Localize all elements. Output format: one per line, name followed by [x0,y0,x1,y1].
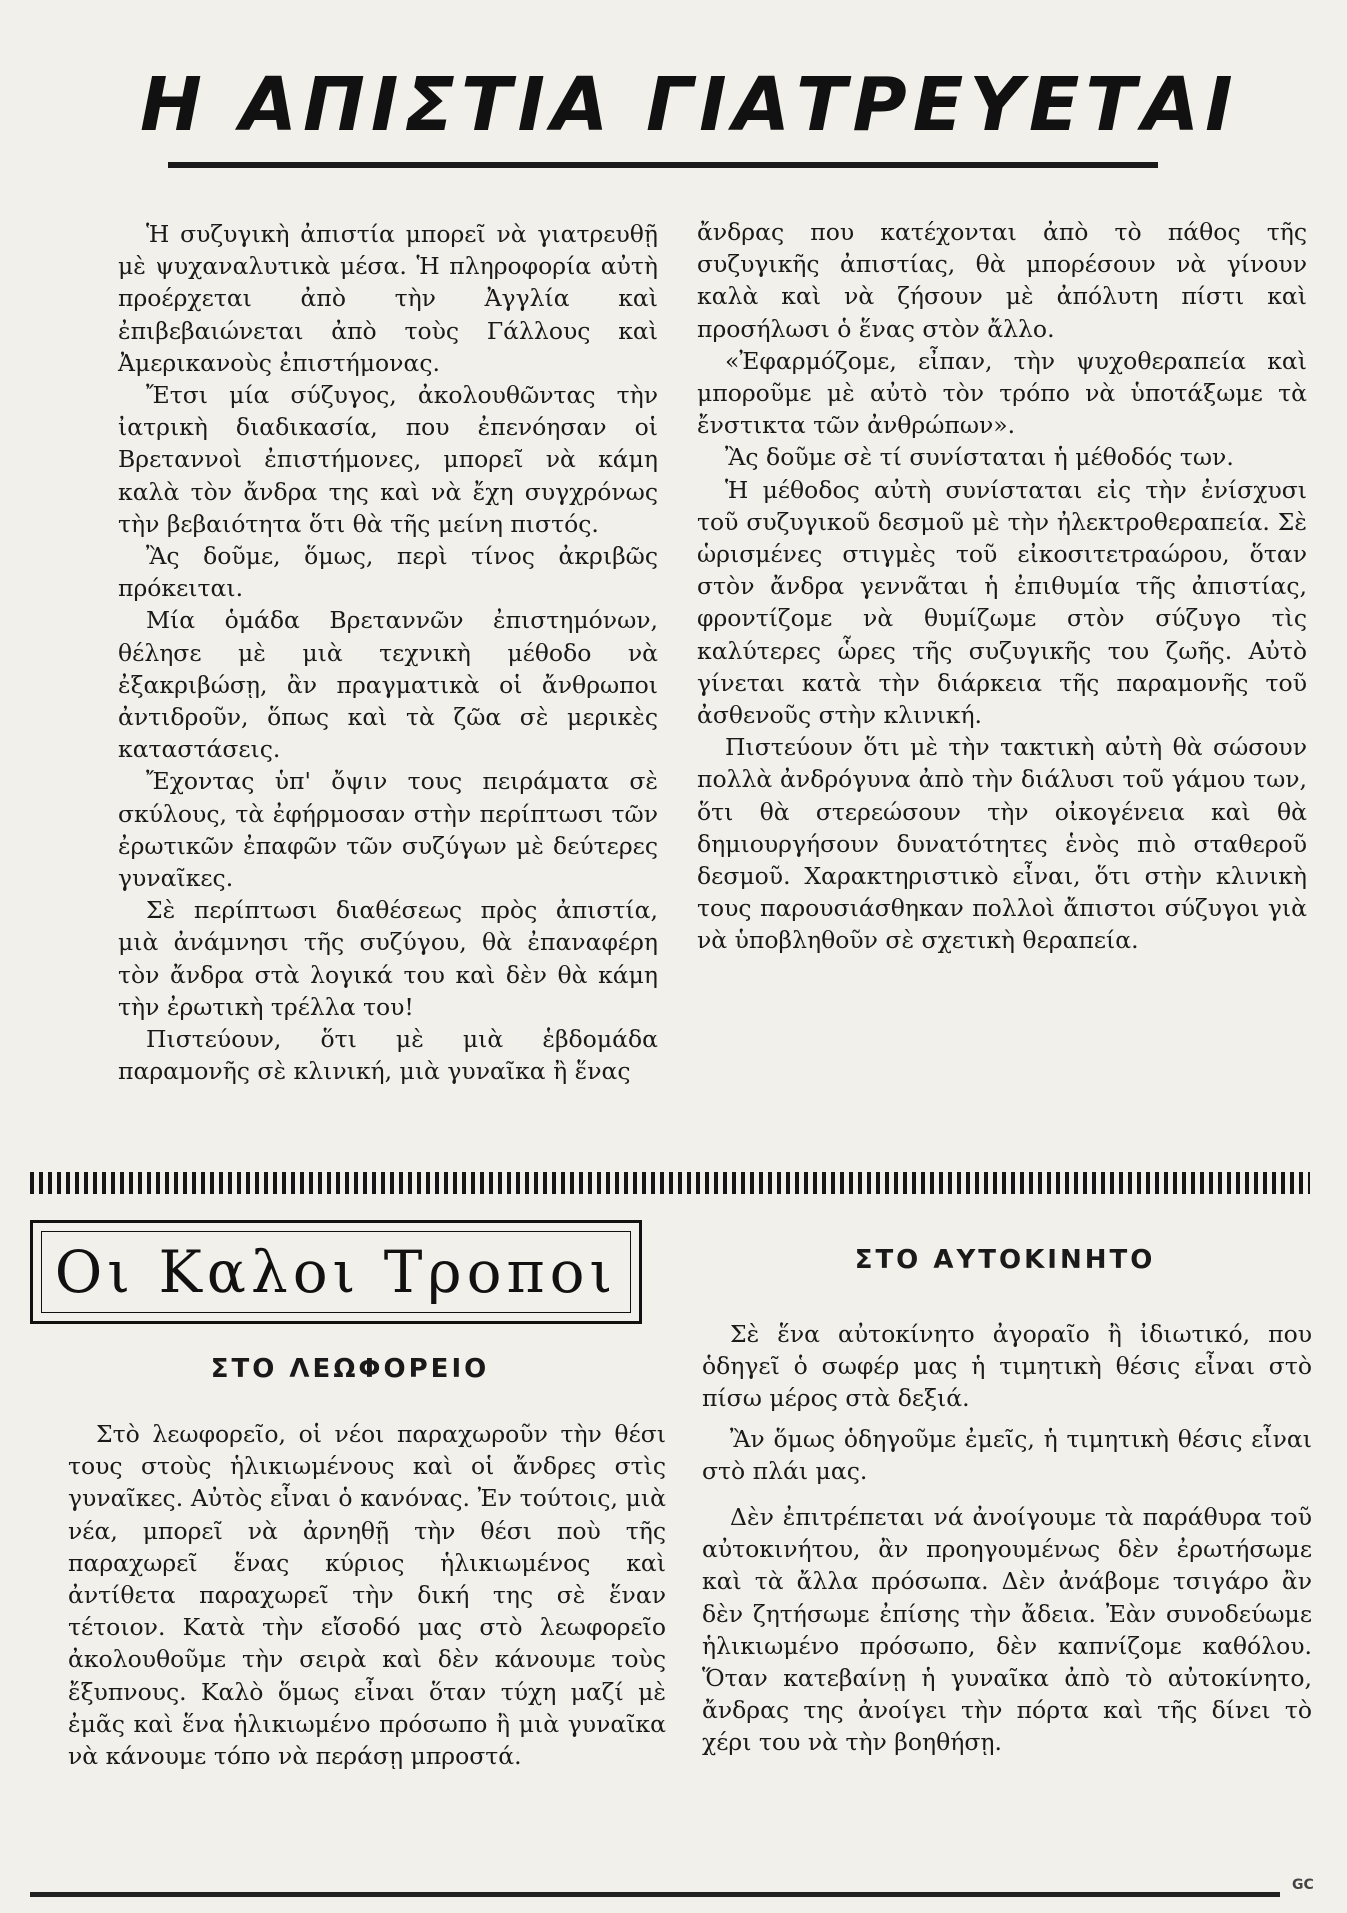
paragraph: Ἂν ὅμως ὁδηγοῦμε ἐμεῖς, ἡ τιμητικὴ θέσις εἶναι στὸ πλάι μας. [702,1424,1312,1485]
paragraph: Δὲν ἐπιτρέπεται νά ἀνοίγουμε τὰ παράθυρα τοῦ αὐτοκινήτου, ἂν προηγουμένως δὲν ἐρωτήσωμε καὶ τὰ ἄλλα πρόσωπα. Δὲν ἀνάβομε τσιγάρο ἂν δὲν ζητήσωμε ἐπίσης τὴν ἄδεια. Ἐὰν συνοδεύωμε ἡλικιωμένο πρόσωπο, δὲν καπνίζομε καθόλου. Ὅταν κατεβαίνῃ ἡ γυναῖκα ἀπὸ τὸ αὐτοκίνητο, ἄνδρας της ἀνοίγει τὴν πόρτα καὶ τῆς δίνει τὸ χέρι του νὰ τὴν βοηθήσῃ. [702,1503,1312,1757]
headline-underline [168,162,1158,168]
paragraph: Σὲ περίπτωσι διαθέσεως πρὸς ἀπιστία, μιὰ ἀνάμνησι τῆς συζύγου, θὰ ἐπαναφέρη τὸν ἄνδρα στὰ λογικά του καὶ δὲν θὰ κάμη τὴν ἐρωτικὴ τρέλλα του! [118,896,658,1021]
car-column [702,1318,1312,1759]
article-column-right [697,216,1307,957]
paragraph: ἄνδρας που κατέχονται ἀπὸ τὸ πάθος τῆς συζυγικῆς ἀπιστίας, θὰ μπορέσουν νὰ γίνουν καλὰ καὶ νὰ ζήσουν μὲ ἀπόλυτη πίστι καὶ προσήλωσι ὁ ἕνας στὸν ἄλλο. [697,218,1307,343]
paragraph: Μία ὁμάδα Βρεταννῶν ἐπιστημόνων, θέλησε μὲ μιὰ τεχνικὴ μέθοδο νὰ ἐξακριβώσῃ, ἂν πραγματικὰ οἱ ἄνθρωποι ἀντιδροῦν, ὅπως καὶ τὰ ζῶα σὲ μερικὲς καταστάσεις. [118,606,658,764]
paragraph: Ἡ συζυγικὴ ἀπιστία μπορεῖ νὰ γιατρευθῇ μὲ ψυχαναλυτικὰ μέσα. Ἡ πληροφορία αὐτὴ προέρχεται ἀπὸ τὴν Ἀγγλία καὶ ἐπιβεβαιώνεται ἀπὸ τοὺς Γάλλους καὶ Ἀμερικανοὺς ἐπιστήμονας. [118,220,658,377]
paragraph: Ἂς δοῦμε σὲ τί συνίσταται ἡ μέθοδός των. [725,443,1234,472]
bottom-rule [30,1892,1280,1897]
section-title-box [30,1220,642,1324]
section-separator [30,1172,1310,1194]
paragraph: «Ἐφαρμόζομε, εἶπαν, τὴν ψυχοθεραπεία καὶ μποροῦμε μὲ αὐτὸ τὸν τρόπο νὰ ὑποτάξωμε τὰ ἔνστικτα τῶν ἀνθρώπων». [697,346,1307,440]
article-headline: Η ΑΠΙΣΤΙΑ ΓΙΑΤΡΕΥΕΤΑΙ [140,62,1239,148]
section-title-frame [41,1231,631,1313]
paragraph: Πιστεύουν, ὅτι μὲ μιὰ ἑβδομάδα παραμονῆς σὲ κλινική, μιὰ γυναῖκα ἢ ἕνας [118,1025,658,1086]
paragraph: Ἂς δοῦμε, ὅμως, περὶ τίνος ἀκριβῶς πρόκειται. [118,542,658,603]
subheading-car: ΣΤΟ ΑΥΤΟΚΙΝΗΤΟ [854,1245,1156,1275]
paragraph: Σὲ ἕνα αὐτοκίνητο ἀγοραῖο ἢ ἰδιωτικό, που ὁδηγεῖ ὁ σωφέρ μας ἡ τιμητικὴ θέσις εἶναι στὸ πίσω μέρος στὰ δεξιά. [702,1320,1312,1413]
section-title: Οι Καλοι Τροποι [54,1238,618,1306]
paragraph: Ἔτσι μία σύζυγος, ἀκολουθῶντας τὴν ἰατρικὴ διαδικασία, που ἐπενόησαν οἱ Βρεταννοὶ ἐπιστήμονες, μπορεῖ νὰ κάμη καλὰ τὸν ἄνδρα της καὶ νὰ ἔχη συγχρόνως τὴν βεβαιότητα ὅτι θὰ τῆς μείνη πιστός. [118,381,658,538]
paragraph: Ἔχοντας ὑπ' ὄψιν τους πειράματα σὲ σκύλους, τὰ ἐφήρμοσαν στὴν περίπτωσι τῶν ἐρωτικῶν ἐπαφῶν τῶν συζύγων μὲ δεύτερες γυναῖκες. [118,767,658,893]
paragraph: Πιστεύουν ὅτι μὲ τὴν τακτικὴ αὐτὴ θὰ σώσουν πολλὰ ἀνδρόγυνα ἀπὸ τὴν διάλυσι τοῦ γάμου των, ὅτι θὰ στερεώσουν τὴν οἰκογένεια καὶ θὰ δημιουργήσουν δυνατότητες ἑνὸς πιὸ σταθεροῦ δεσμοῦ. Χαρακτηριστικὸ εἶναι, ὅτι στὴν κλινικὴ τους παρουσιάσθηκαν πολλοὶ ἄπιστοι σύζυγοι γιὰ νὰ ὑποβληθοῦν σὲ σχετικὴ θεραπεία. [697,733,1307,955]
article-column-left [118,218,658,1087]
paragraph: Στὸ λεωφορεῖο, οἱ νέοι παραχωροῦν τὴν θέσι τους στοὺς ἡλικιωμένους καὶ οἱ ἄνδρες στὶς γυναῖκες. Αὐτὸς εἶναι ὁ κανόνας. Ἐν τούτοις, μιὰ νέα, μπορεῖ νὰ ἀρνηθῇ τὴν θέσι ποὺ τῆς παραχωρεῖ ἕνας κύριος ἡλικιωμένος καὶ ἀντίθετα παραχωρεῖ τὴν δική της σὲ ἕναν τέτοιον. Κατὰ τὴν εἴσοδό μας στὸ λεωφορεῖο ἀκολουθοῦμε τὴν σειρὰ καὶ δὲν κάνουμε τοὺς ἔξυπνους. Καλὸ ὅμως εἶναι ὅταν τύχη μαζί μὲ ἐμᾶς καὶ ἕνα ἡλικιωμένο πρόσωπο ἢ μιὰ γυναῖκα νὰ κάνουμε τόπο νὰ περάσῃ μπροστά. [68,1420,666,1771]
paragraph: Ἡ μέθοδος αὐτὴ συνίσταται εἰς τὴν ἐνίσχυσι τοῦ συζυγικοῦ δεσμοῦ μὲ τὴν ἠλεκτροθεραπεία. Σὲ ὡρισμένες στιγμὲς τοῦ εἰκοσιτετραώρου, ὅταν στὸν ἄνδρα γεννᾶται ἡ ἐπιθυμία τῆς ἀπιστίας, φροντίζομε νὰ θυμίζωμε στὸν σύζυγο τὶς καλύτερες ὧρες τῆς συζυγικῆς του ζωῆς. Αὐτὸ γίνεται κατὰ τὴν διάρκεια τῆς παραμονῆς τοῦ ἀσθενοῦς στὴν κλινική. [697,475,1307,730]
watermark-logo: GC [1292,1877,1314,1893]
bus-column [68,1418,666,1772]
subheading-bus: ΣΤΟ ΛΕΩΦΟΡΕΙΟ [210,1354,490,1384]
